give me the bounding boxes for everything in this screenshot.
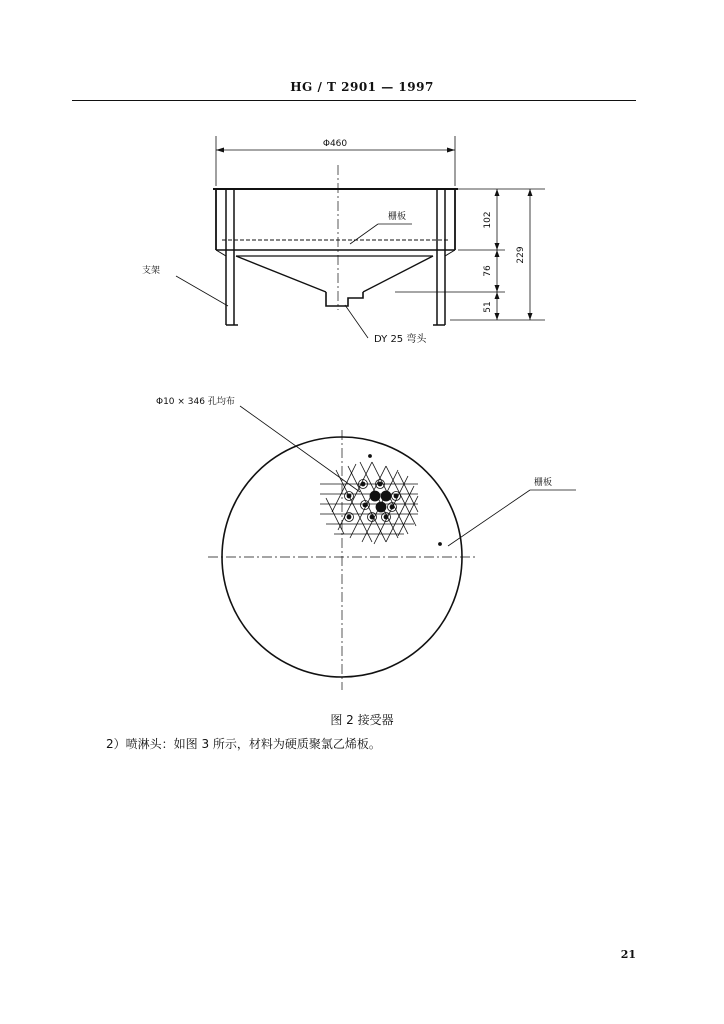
body-paragraph: 2）喷淋头：如图 3 所示，材料为硬质聚氯乙烯板。 (106, 737, 381, 751)
dim-51-label: 51 (483, 301, 493, 313)
standard-code-header: HG / T 2901 — 1997 (290, 80, 434, 94)
dim-76-label: 76 (483, 265, 493, 277)
support-label: 支架 (142, 266, 161, 276)
figure-caption: 图 2 接受器 (330, 713, 394, 727)
hole-markers (345, 455, 442, 546)
dim-102-label: 102 (483, 211, 493, 229)
grid-plate-label-bottom: 栅板 (534, 478, 553, 488)
holes-label: Φ10 × 346 孔均布 (156, 397, 235, 407)
grid-plate-plan-view (208, 406, 576, 690)
grid-plate-label-top: 栅板 (388, 212, 407, 222)
elbow-label: DY 25 弯头 (374, 334, 427, 345)
page-number: 21 (620, 948, 636, 961)
diameter-label: Φ460 (322, 139, 348, 149)
dim-229-label: 229 (516, 246, 526, 264)
